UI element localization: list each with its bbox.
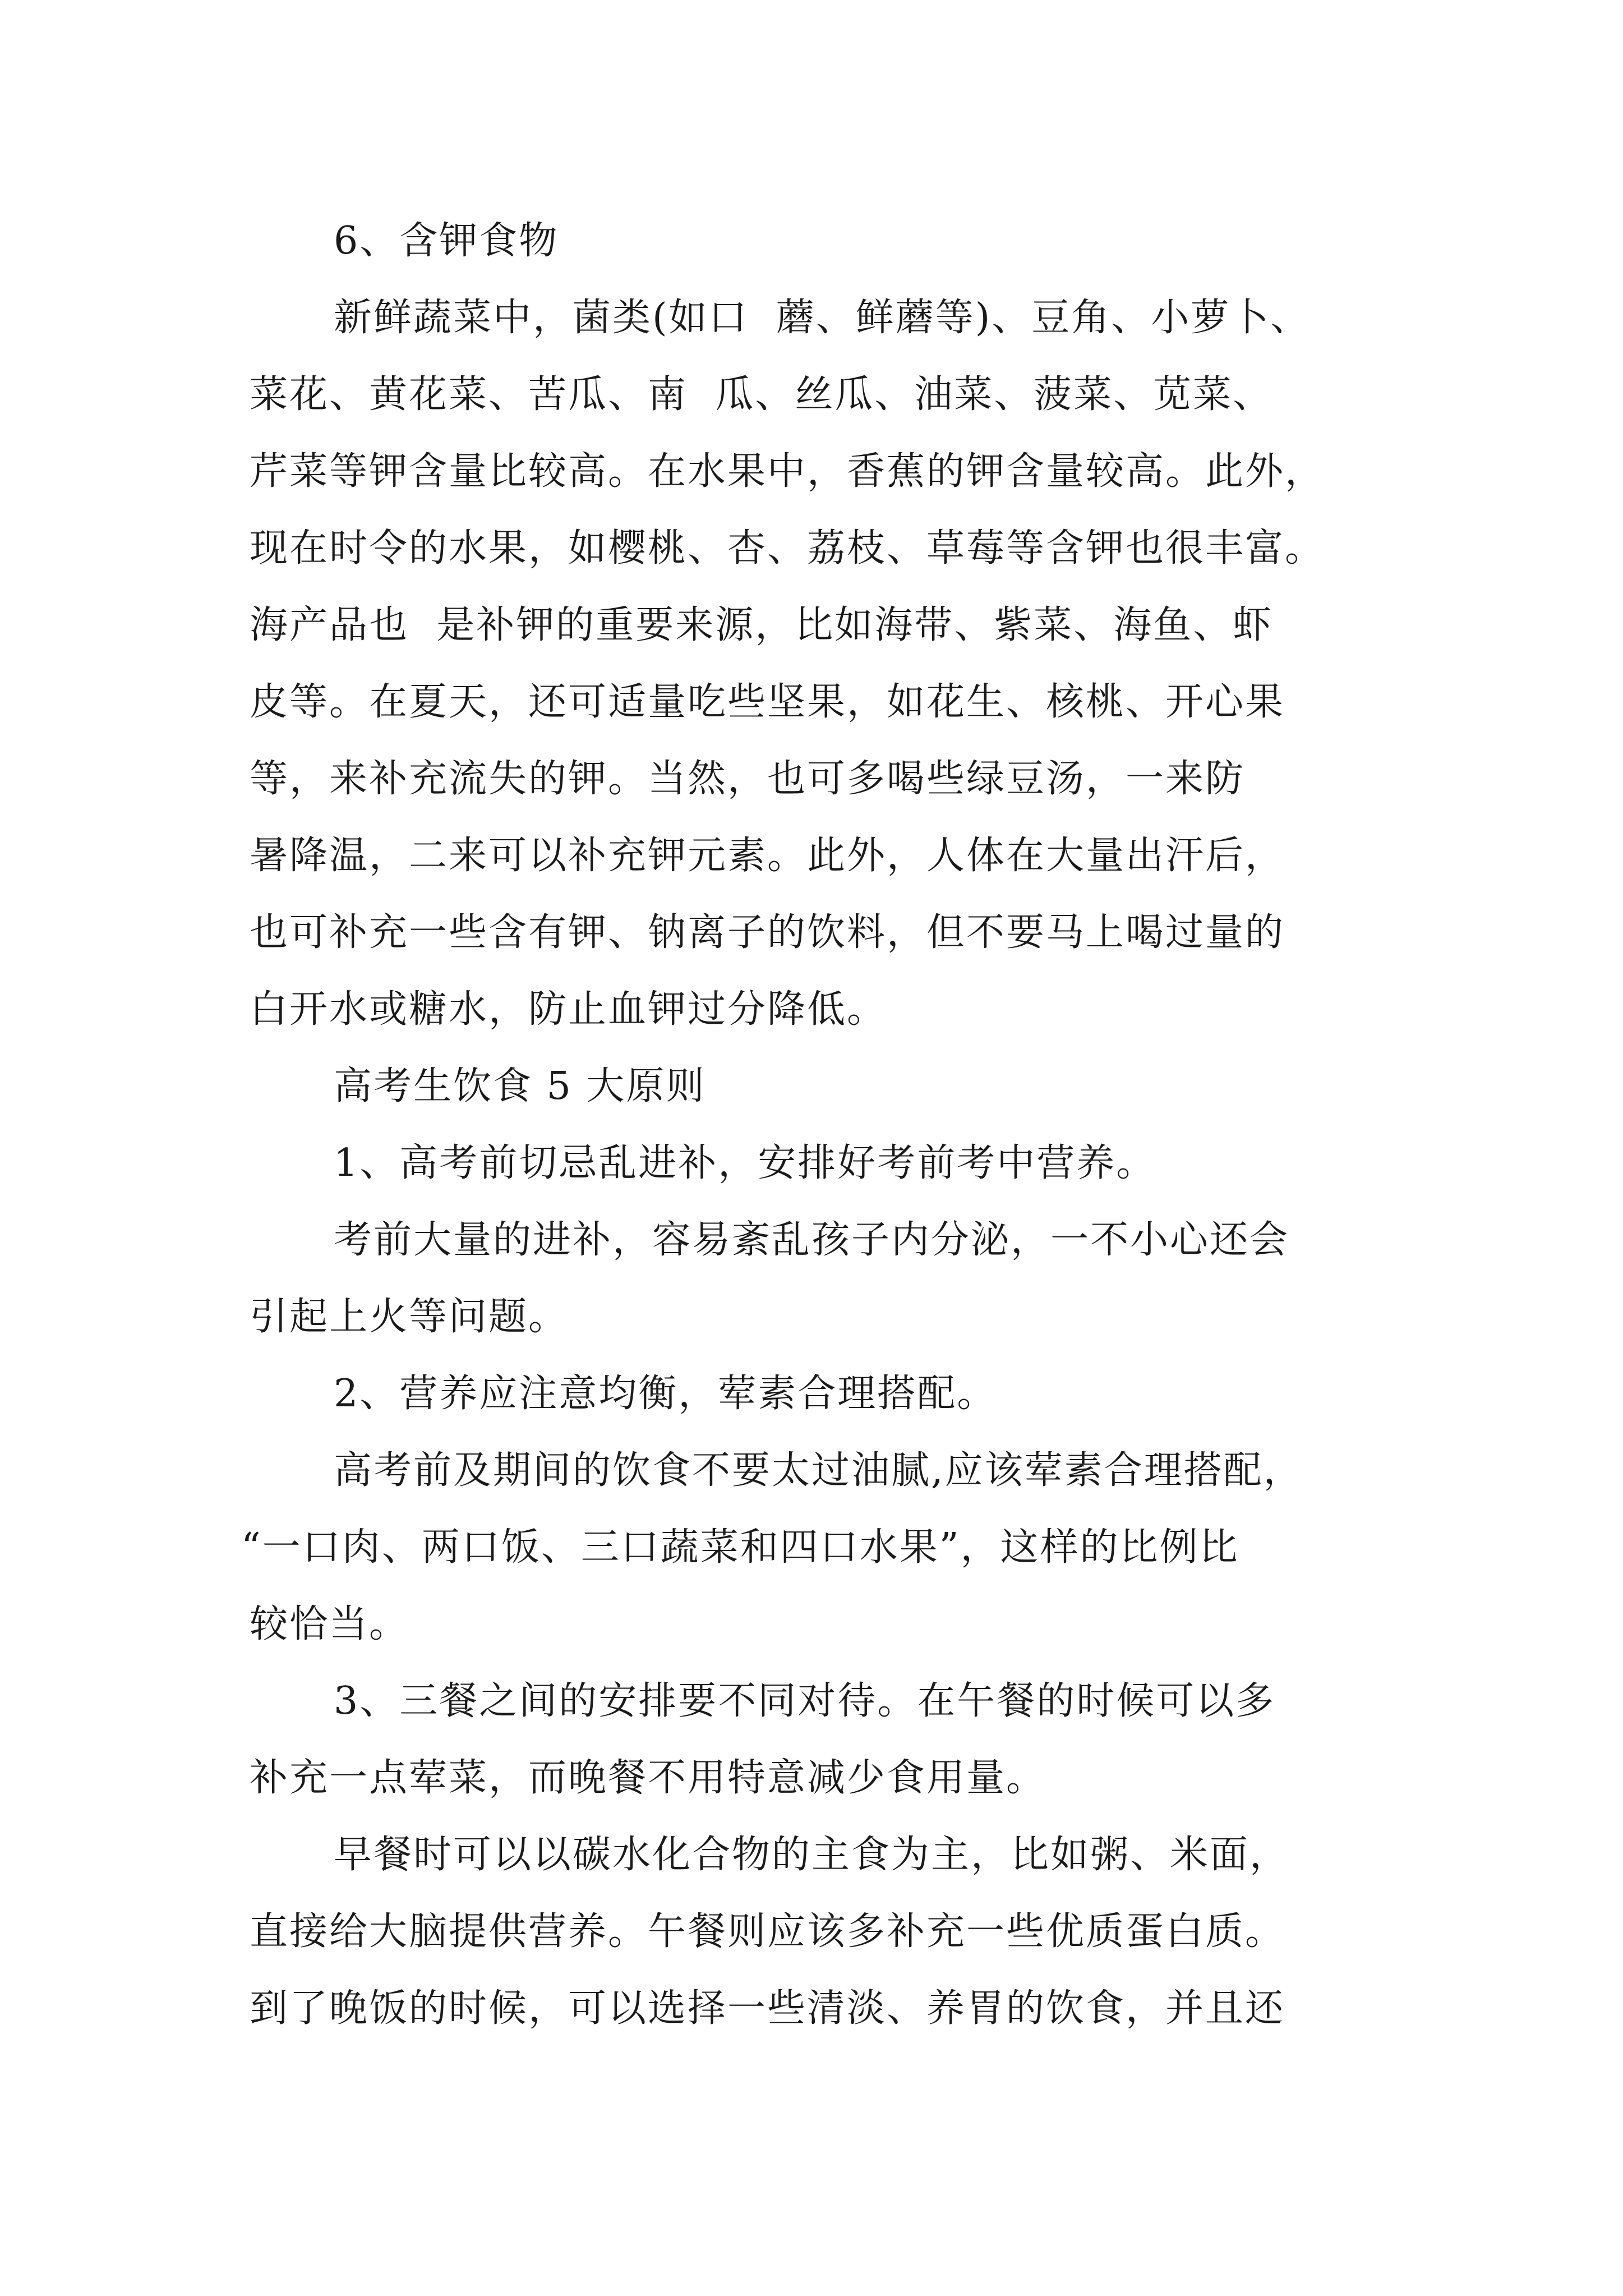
paragraph-line: 到了晚饭的时候，可以选择一些清淡、养胃的饮食，并且还 [250, 1986, 1285, 2031]
paragraph-line: 白开水或糖水，防止血钾过分降低。 [250, 987, 887, 1032]
paragraph-line: 早餐时可以以碳水化合物的主食为主，比如粥、米面， [334, 1833, 1290, 1877]
paragraph-line: 芹菜等钾含量比较高。在水果中，香蕉的钾含量较高。此外， [250, 449, 1325, 494]
paragraph-line: 高考前及期间的饮食不要太过油腻,应该荤素合理搭配， [334, 1448, 1303, 1493]
paragraph-line: 考前大量的进补，容易紊乱孩子内分泌，一不小心还会 [334, 1218, 1290, 1262]
paragraph-line: 菜花、黄花菜、苦瓜、南 瓜、丝瓜、油菜、菠菜、苋菜、 [250, 372, 1273, 417]
paragraph-line: 等，来补充流失的钾。当然，也可多喝些绿豆汤，一来防 [250, 757, 1246, 801]
paragraph-line: 也可补充一些含有钾、钠离子的饮料，但不要马上喝过量的 [250, 910, 1285, 955]
paragraph-line: 新鲜蔬菜中，菌类(如口 蘑、鲜蘑等)、豆角、小萝卜、 [334, 296, 1311, 340]
paragraph-line: 现在时令的水果，如樱桃、杏、荔枝、草莓等含钾也很丰富。 [250, 526, 1325, 570]
paragraph-line: 海产品也 是补钾的重要来源，比如海带、紫菜、海鱼、虾 [250, 603, 1273, 647]
principle-heading-2: 2、营养应注意均衡，荤素合理搭配。 [334, 1372, 997, 1416]
principle-heading-1: 1、高考前切忌乱进补，安排好考前考中营养。 [334, 1141, 1156, 1185]
paragraph-line: “一口肉、两口饭、三口蔬菜和四口水果”，这样的比例比 [241, 1525, 1239, 1570]
paragraph-line: 引起上火等问题。 [250, 1295, 569, 1339]
paragraph-line: 补充一点荤菜，而晚餐不用特意减少食用量。 [250, 1756, 1046, 1800]
paragraph-line: 直接给大脑提供营养。午餐则应该多补充一些优质蛋白质。 [250, 1910, 1285, 1954]
section-heading-diet-principles: 高考生饮食 5 大原则 [334, 1064, 706, 1108]
section-heading-potassium-foods: 6、含钾食物 [334, 219, 559, 263]
paragraph-line: 皮等。在夏天，还可适量吃些坚果，如花生、核桃、开心果 [250, 680, 1285, 724]
paragraph-line: 暑降温，二来可以补充钾元素。此外，人体在大量出汗后， [250, 834, 1285, 878]
paragraph-line: 较恰当。 [250, 1602, 409, 1646]
principle-heading-3: 3、三餐之间的安排要不同对待。在午餐的时候可以多 [334, 1679, 1276, 1723]
